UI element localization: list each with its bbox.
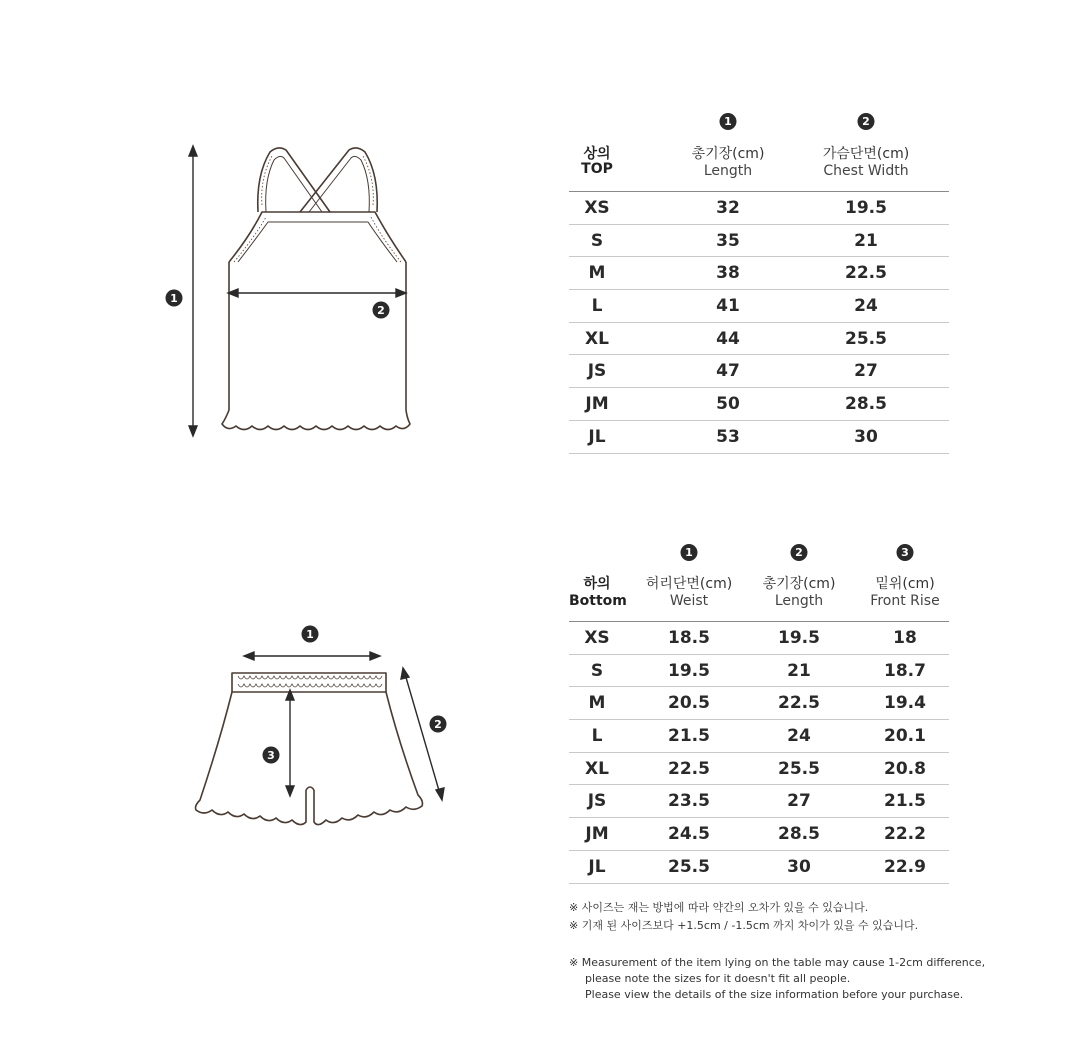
measurement-cell: 38 — [716, 263, 740, 284]
size-label-cell: JM — [585, 394, 609, 415]
note-ko-line: ※ 사이즈는 재는 방법에 따라 약간의 오차가 있을 수 있습니다. — [569, 901, 869, 914]
measurement-cell: 30 — [854, 426, 878, 447]
note-en-line: Please view the details of the size information before your purchase. — [585, 988, 964, 1001]
top-length-en: Length — [703, 163, 753, 179]
bottom-section-en: Bottom — [569, 593, 627, 609]
measurement-cell: 24 — [854, 296, 878, 317]
measurement-cell: 19.5 — [778, 628, 820, 648]
measurement-cell: 22.9 — [884, 856, 926, 877]
size-label-cell: JL — [588, 426, 606, 447]
size-label-cell: XL — [585, 328, 609, 349]
top-section-en: TOP — [581, 161, 613, 177]
bottom-waist-en: Weist — [669, 593, 709, 609]
top-section-ko: 상의 — [583, 146, 611, 162]
note-ko-line: ※ 기재 된 사이즈보다 +1.5cm / -1.5cm 까지 차이가 있을 수 있습니다. — [569, 919, 919, 932]
measurement-cell: 22.5 — [845, 263, 887, 284]
measurement-cell: 22.2 — [884, 824, 926, 845]
waist-number-badge: 1 — [681, 544, 698, 561]
bottom-garment-illustration — [196, 673, 423, 825]
svg-text:3: 3 — [267, 749, 275, 762]
table-row — [569, 388, 949, 421]
table-row — [569, 257, 949, 290]
top-garment-illustration — [222, 148, 410, 430]
size-label-cell: S — [590, 660, 604, 681]
size-label-cell: JS — [587, 361, 607, 382]
measurement-cell: 19.5 — [668, 660, 710, 681]
table-row — [569, 687, 949, 720]
bottom-size-table — [569, 540, 949, 884]
size-label-cell: JS — [587, 791, 607, 812]
bottom-waist-arrow — [244, 652, 380, 660]
measurement-cell: 32 — [716, 198, 740, 218]
measurement-cell: 41 — [716, 296, 740, 317]
top-size-table — [569, 110, 949, 454]
measurement-cell: 19.5 — [845, 198, 887, 218]
measurement-cell: 35 — [716, 230, 740, 251]
bottom-length-badge — [430, 716, 447, 733]
table-row — [569, 323, 949, 356]
measurement-cell: 20.8 — [884, 758, 926, 779]
top-length-arrow — [189, 146, 197, 436]
svg-text:2: 2 — [434, 718, 442, 731]
size-label-cell: L — [591, 726, 603, 747]
top-table-header — [569, 110, 949, 192]
svg-text:1: 1 — [306, 628, 314, 641]
size-label-cell: M — [588, 263, 606, 284]
bottom-rise-arrow — [286, 690, 294, 796]
measurement-cell: 23.5 — [668, 791, 710, 812]
bottom-waist-badge — [302, 626, 319, 643]
size-label-cell: L — [591, 296, 603, 317]
table-row — [569, 192, 949, 225]
measurement-cell: 21.5 — [884, 791, 926, 812]
note-en-line: ※ Measurement of the item lying on the table may cause 1-2cm difference, — [569, 956, 986, 969]
measurement-cell: 25.5 — [778, 758, 820, 779]
bottom-length-number-badge: 2 — [791, 544, 808, 561]
measurement-cell: 21 — [854, 230, 878, 251]
bottom-table-body — [569, 622, 949, 884]
table-row — [569, 785, 949, 818]
rise-number-badge: 3 — [897, 544, 914, 561]
bottom-table-header — [569, 540, 949, 622]
top-chest-en: Chest Width — [823, 163, 909, 179]
size-label-cell: XL — [585, 758, 609, 779]
measurement-cell: 25.5 — [845, 328, 887, 349]
bottom-length-ko: 총기장(cm) — [762, 576, 836, 592]
table-row — [569, 818, 949, 851]
notes-korean — [569, 899, 918, 935]
svg-text:1: 1 — [170, 292, 178, 305]
measurement-cell: 25.5 — [668, 856, 710, 877]
table-row — [569, 355, 949, 388]
bottom-waist-ko: 허리단면(cm) — [645, 576, 733, 592]
top-chest-ko: 가슴단면(cm) — [822, 146, 910, 162]
size-label-cell: JL — [588, 856, 606, 877]
top-chest-badge — [373, 302, 390, 319]
measurement-cell: 20.1 — [884, 726, 926, 747]
table-row — [569, 851, 949, 884]
table-row — [569, 622, 949, 655]
top-table-body — [569, 192, 949, 454]
svg-text:2: 2 — [377, 304, 385, 317]
measurement-cell: 27 — [854, 361, 878, 382]
measurement-cell: 20.5 — [668, 693, 710, 714]
measurement-cell: 24 — [787, 726, 811, 747]
bottom-rise-en: Front Rise — [870, 593, 940, 609]
size-label-cell: XS — [584, 628, 610, 648]
bottom-section-ko: 하의 — [583, 576, 611, 592]
measurement-cell: 28.5 — [778, 824, 820, 845]
note-en-line: please note the sizes for it doesn't fit all people. — [585, 972, 851, 985]
table-row — [569, 753, 949, 786]
bottom-rise-badge — [263, 747, 280, 764]
top-length-badge — [166, 290, 183, 307]
bottom-rise-ko: 밑위(cm) — [875, 576, 935, 592]
table-row — [569, 421, 949, 454]
chest-number-badge: 2 — [858, 113, 875, 130]
top-stitch-dots — [234, 156, 401, 262]
notes-english — [569, 955, 985, 1003]
size-label-cell: JM — [585, 824, 609, 845]
measurement-cell: 27 — [787, 791, 811, 812]
bottom-length-en: Length — [774, 593, 824, 609]
size-label-cell: M — [588, 693, 606, 714]
measurement-cell: 19.4 — [884, 693, 926, 714]
measurement-cell: 53 — [716, 426, 740, 447]
measurement-cell: 47 — [716, 361, 740, 382]
top-length-ko: 총기장(cm) — [691, 146, 765, 162]
measurement-cell: 22.5 — [778, 693, 820, 714]
table-row — [569, 655, 949, 688]
measurement-cell: 22.5 — [668, 758, 710, 779]
table-row — [569, 290, 949, 323]
measurement-cell: 30 — [787, 856, 811, 877]
size-label-cell: S — [590, 230, 604, 251]
bottom-waistband-ruffle — [238, 676, 382, 687]
measurement-cell: 44 — [716, 328, 740, 349]
size-label-cell: XS — [584, 198, 610, 218]
length-number-badge: 1 — [720, 113, 737, 130]
bottom-length-arrow — [401, 668, 444, 800]
measurement-cell: 18.5 — [668, 628, 710, 648]
table-row — [569, 720, 949, 753]
measurement-cell: 18.7 — [884, 660, 926, 681]
measurement-cell: 21 — [787, 660, 811, 681]
measurement-cell: 21.5 — [668, 726, 710, 747]
measurement-cell: 24.5 — [668, 824, 710, 845]
measurement-cell: 28.5 — [845, 394, 887, 415]
top-chest-arrow — [228, 289, 406, 297]
measurement-cell: 50 — [716, 394, 740, 415]
table-row — [569, 225, 949, 258]
measurement-cell: 18 — [893, 628, 917, 648]
